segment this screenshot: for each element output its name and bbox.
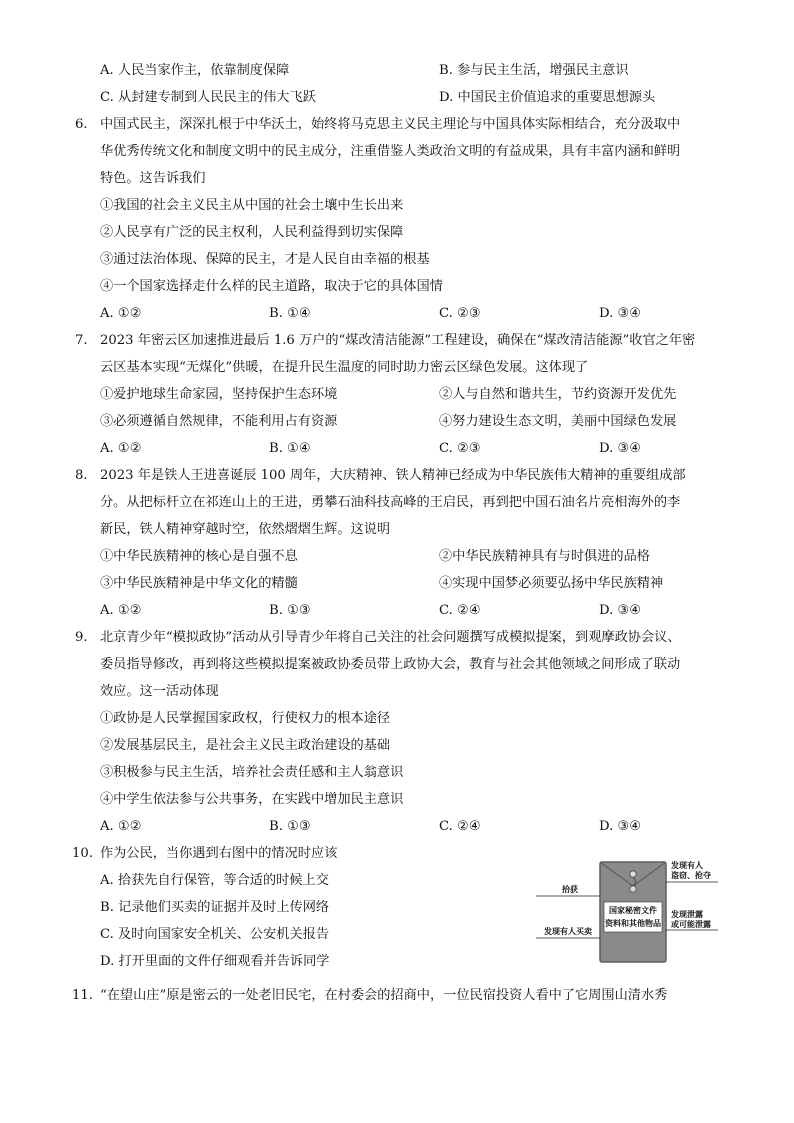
q10-option-d: D. 打开里面的文件仔细观看并告诉同学 xyxy=(100,954,330,969)
q8-statement-4: ④实现中国梦必须要弘扬中华民族精神 xyxy=(439,576,664,591)
q9-statement-1: ①政协是人民掌握国家政权，行使权力的根本途径 xyxy=(100,711,391,726)
q9-option-a: A. ①② xyxy=(100,819,142,834)
label-pickup: 拾获 xyxy=(562,884,578,894)
q9-stem-line: 效应。这一活动体现 xyxy=(100,684,219,699)
q10-option-b: B. 记录他们买卖的证据并及时上传网络 xyxy=(100,900,330,915)
q6-statement-3: ③通过法治体现、保障的民主，才是人民自由幸福的根基 xyxy=(100,252,430,267)
q8-option-d: D. ③④ xyxy=(599,603,642,618)
q5-option-d: D. 中国民主价值追求的重要思想源头 xyxy=(439,90,656,105)
q7-statement-4: ④努力建设生态文明，美丽中国绿色发展 xyxy=(439,414,677,429)
envelope-button xyxy=(630,886,636,892)
q9-option-d: D. ③④ xyxy=(599,819,642,834)
q5-option-b: B. 参与民主生活，增强民主意识 xyxy=(439,63,629,78)
q8-statement-3: ③中华民族精神是中华文化的精髓 xyxy=(100,576,298,591)
q7-stem-line: 云区基本实现“无煤化”供暖，在提升民生温度的同时助力密云区绿色发展。这体现了 xyxy=(100,360,589,375)
label-found-leak: 发现泄露 xyxy=(671,909,703,919)
envelope-title-line: 国家秘密文件 xyxy=(609,905,657,915)
q7-option-a: A. ①② xyxy=(100,441,142,456)
q7-option-b: B. ①④ xyxy=(269,441,311,456)
q9-statement-2: ②发展基层民主，是社会主义民主政治建设的基础 xyxy=(100,738,391,753)
q7-number: 7. xyxy=(75,333,88,348)
q8-option-a: A. ①② xyxy=(100,603,142,618)
label-found-sell: 发现有人买卖 xyxy=(544,926,592,936)
q8-stem-line: 2023 年是铁人王进喜诞辰 100 周年，大庆精神、铁人精神已经成为中华民族伟大精神的重要组成部 xyxy=(100,468,686,483)
q7-statement-2: ②人与自然和谐共生，节约资源开发优先 xyxy=(439,387,677,402)
q7-stem-line: 2023 年密云区加速推进最后 1.6 万户的“煤改清洁能源”工程建设，确保在“煤改清洁能源”收官之年密 xyxy=(100,333,696,348)
q11-number: 11. xyxy=(72,988,93,1003)
q9-number: 9. xyxy=(75,630,88,645)
q6-stem-line: 中国式民主，深深扎根于中华沃土，始终将马克思主义民主理论与中国具体实际相结合，充分汲取中 xyxy=(100,117,681,132)
classified-envelope-figure xyxy=(534,858,718,966)
q8-stem-line: 新民，铁人精神穿越时空，依然熠熠生辉。这说明 xyxy=(100,522,391,537)
label-found-steal: 发现有人 xyxy=(671,860,703,870)
q10-number: 10. xyxy=(72,846,93,861)
q9-statement-3: ③积极参与民主生活，培养社会责任感和主人翁意识 xyxy=(100,765,404,780)
q9-stem-line: 北京青少年“模拟政协”活动从引导青少年将自己关注的社会问题撰写成模拟提案，到观摩政协会议、 xyxy=(100,630,681,645)
q7-statement-1: ①爱护地球生命家园，坚持保护生态环境 xyxy=(100,387,338,402)
q8-option-c: C. ②④ xyxy=(439,603,481,618)
q6-number: 6. xyxy=(75,117,88,132)
q6-statement-1: ①我国的社会主义民主从中国的社会土壤中生长出来 xyxy=(100,198,404,213)
q8-statement-1: ①中华民族精神的核心是自强不息 xyxy=(100,549,298,564)
q6-statement-2: ②人民享有广泛的民主权利，人民利益得到切实保障 xyxy=(100,225,404,240)
q6-option-b: B. ①④ xyxy=(269,306,311,321)
q9-option-c: C. ②④ xyxy=(439,819,481,834)
q8-option-b: B. ①③ xyxy=(269,603,311,618)
q5-option-a: A. 人民当家作主，依靠制度保障 xyxy=(100,63,290,78)
q9-stem-line: 委员指导修改，再到将这些模拟提案被政协委员带上政协大会，教育与社会其他领域之间形成了联动 xyxy=(100,657,681,672)
q6-stem-line: 华优秀传统文化和制度文明中的民主成分，注重借鉴人类政治文明的有益成果，具有丰富内涵和鲜明 xyxy=(100,144,681,159)
q6-statement-4: ④一个国家选择走什么样的民主道路，取决于它的具体国情 xyxy=(100,279,443,294)
envelope-button xyxy=(630,871,636,877)
envelope-title-line: 资料和其他物品 xyxy=(605,918,661,928)
q6-option-d: D. ③④ xyxy=(599,306,642,321)
q9-option-b: B. ①③ xyxy=(269,819,311,834)
q10-stem: 作为公民，当你遇到右图中的情况时应该 xyxy=(100,846,338,861)
q6-stem-line: 特色。这告诉我们 xyxy=(100,171,206,186)
label-found-steal: 盗窃、抢夺 xyxy=(671,870,711,880)
q8-statement-2: ②中华民族精神具有与时俱进的品格 xyxy=(439,549,650,564)
q8-number: 8. xyxy=(75,468,88,483)
q10-option-c: C. 及时向国家安全机关、公安机关报告 xyxy=(100,927,330,942)
q11-stem: “在望山庄”原是密云的一处老旧民宅，在村委会的招商中，一位民宿投资人看中了它周围山清水秀 xyxy=(100,988,668,1003)
q5-option-c: C. 从封建专制到人民民主的伟大飞跃 xyxy=(100,90,316,105)
q7-statement-3: ③必须遵循自然规律，不能利用占有资源 xyxy=(100,414,338,429)
q7-option-c: C. ②③ xyxy=(439,441,481,456)
q10-option-a: A. 拾获先自行保管，等合适的时候上交 xyxy=(100,873,329,888)
q8-stem-line: 分。从把标杆立在祁连山上的王进，勇攀石油科技高峰的王启民，再到把中国石油名片亮相海外的李 xyxy=(100,495,681,510)
q6-option-a: A. ①② xyxy=(100,306,142,321)
q7-option-d: D. ③④ xyxy=(599,441,642,456)
q9-statement-4: ④中学生依法参与公共事务，在实践中增加民主意识 xyxy=(100,792,404,807)
q6-option-c: C. ②③ xyxy=(439,306,481,321)
label-found-leak: 或可能泄露 xyxy=(671,919,711,929)
